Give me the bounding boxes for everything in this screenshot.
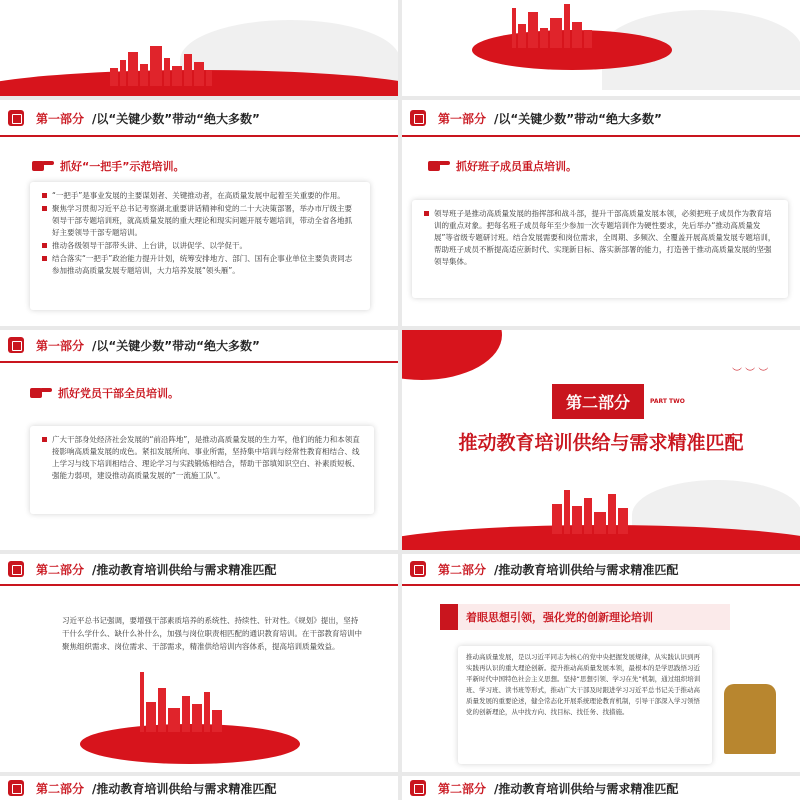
header-divider [402,584,800,586]
content-card [458,646,712,764]
section-icon [410,110,426,126]
slide-bottom-left [0,776,398,800]
slide-e [0,554,398,772]
part-label: 第一部分 [438,111,487,126]
section-header [0,554,398,584]
slide-top-right [402,0,800,96]
section-header [402,776,800,800]
subheading [428,158,577,174]
content-card [412,200,788,298]
section-header [0,776,398,800]
slide-b [402,100,800,326]
section-title: /推动教育培训供给与需求精准匹配 [92,562,277,577]
header-divider [402,135,800,137]
section-icon [410,561,426,577]
subheading [32,158,184,174]
section-icon [8,337,24,353]
slide-d [402,330,800,550]
pointing-hand-icon [428,159,450,173]
content-card [30,182,370,310]
section-header [0,103,398,133]
part-label: 第二部分 [36,562,85,577]
section-cover-title: 推动教育培训供给与需求精准匹配 [458,432,744,454]
subheading [30,385,179,401]
body-paragraph: 推动高质量发展，是以习近平同志为核心的党中央把握发展规律，从实践认识到再实践再认识的重大理论创新。提升推动高质量发展本领，最根本的是学思践悟习近平新时代中国特色社会主义思想。坚持“思想引领、学习在先”机制，通过组织培训班、学习班、读书班等形式，推动广大干部及时跟进学习习近平总书记关于推动高质量发展的重要论述，健全常态化开展系统理论教育机制，引导干部深入学习领悟党的创新理论，从中找方向、找目标、找任务、找措施。 [466,653,701,716]
part-label: 第二部分 [36,781,85,796]
section-title: /推动教育培训供给与需求精准匹配 [494,562,679,577]
banner-text: 着眼思想引领，强化党的创新理论培训 [466,611,653,624]
part-label: 第一部分 [36,111,85,126]
section-title: /以“关键少数”带动“绝大多数” [92,111,260,126]
section-icon [8,780,24,796]
part-label: 第二部分 [552,384,644,419]
subheading-text: 抓好“一把手”示范培训。 [60,160,185,173]
birds-icon: ︶ ︶ ︶ [732,368,769,379]
list-item: 结合落实“一把手”政治能力提升计划，统筹安排地方、部门、国有企事业单位主要负责同志参加推动高质量发展专题培训，大力培养发展“领头雁”。 [42,253,358,277]
city-skyline [110,46,212,86]
part-en-label: PART TWO [650,398,685,405]
pointing-hand-icon [32,159,54,173]
list-item: “一把手”是事业发展的主要谋划者、关键推动者，在高质量发展中起着至关重要的作用。 [42,190,358,202]
red-ribbon [402,330,502,380]
city-skyline [140,672,222,732]
part-badge [552,384,685,419]
header-divider [0,135,398,137]
city-skyline [512,4,592,48]
section-title: /推动教育培训供给与需求精准匹配 [92,781,277,796]
body-paragraph: 习近平总书记强调，要增强干部素质培养的系统性、持续性、针对性。《规划》提出，坚持干什么学什么、缺什么补什么，加强与岗位职责相匹配的通识教育培训。在干部教育培训中聚焦组织需求、岗位需求、干部需求，精准供给培训内容体系，提高培训质量效益。 [62,616,362,651]
slide-bottom-right [402,776,800,800]
list-item: 领导班子是推动高质量发展的指挥部和战斗部，提升干部高质量发展本领，必须把班子成员作为教育培训的重点对象。把每名班子成员每年至少参加一次专题培训作为硬性要求，先后举办“推动高质量发展”等省级专题研讨班。结合发展需要和岗位需求，全周期、多频次、全覆盖开展高质量发展专题培训，帮助班子成员不断提高适应新时代、实现新目标、落实新部署的能力，打造善于推动高质量发展的坚强领导集体。 [424,208,776,268]
subheading-text: 抓好班子成员重点培训。 [456,160,577,173]
slide-c [0,330,398,550]
stone-lion-image [724,684,776,754]
part-label: 第一部分 [36,338,85,353]
section-header [402,103,800,133]
part-label: 第二部分 [438,562,487,577]
part-label: 第二部分 [438,781,487,796]
section-title: /以“关键少数”带动“绝大多数” [494,111,662,126]
content-card [30,426,374,514]
section-header [0,330,398,360]
section-title: /以“关键少数”带动“绝大多数” [92,338,260,353]
subheading-text: 抓好党员干部全员培训。 [58,387,179,400]
slide-f [402,554,800,772]
section-icon [8,561,24,577]
list-item: 广大干部身处经济社会发展的“前沿阵地”，是推动高质量发展的生力军，他们的能力和本领直接影响高质量发展的成色。紧扣发展所向、事业所需，坚持集中培训与经常性教育相结合、线上学习与线下培训相结合、理论学习与实践锻炼相结合，帮助干部填知识空白、补素质短板、强能力弱项，建设推动高质量发展的“一流施工队”。 [42,434,362,482]
slide-top-left [0,0,398,96]
section-icon [8,110,24,126]
header-divider [0,361,398,363]
header-divider [0,584,398,586]
section-title: /推动教育培训供给与需求精准匹配 [494,781,679,796]
list-item: 聚焦学习贯彻习近平总书记考察湖北重要讲话精神和党的二十大决策部署，举办市厅级主要领导干部专题培训班，就高质量发展的重大理论和现实问题开展专题培训，带动全省各地抓好主要领导干部专题培训。 [42,203,358,239]
section-header [402,554,800,584]
city-skyline [552,490,628,534]
pointing-hand-icon [30,386,52,400]
section-icon [410,780,426,796]
list-item: 推动各级领导干部带头讲、上台讲，以讲促学、以学促干。 [42,240,358,252]
slide-a [0,100,398,326]
banner [440,604,730,630]
